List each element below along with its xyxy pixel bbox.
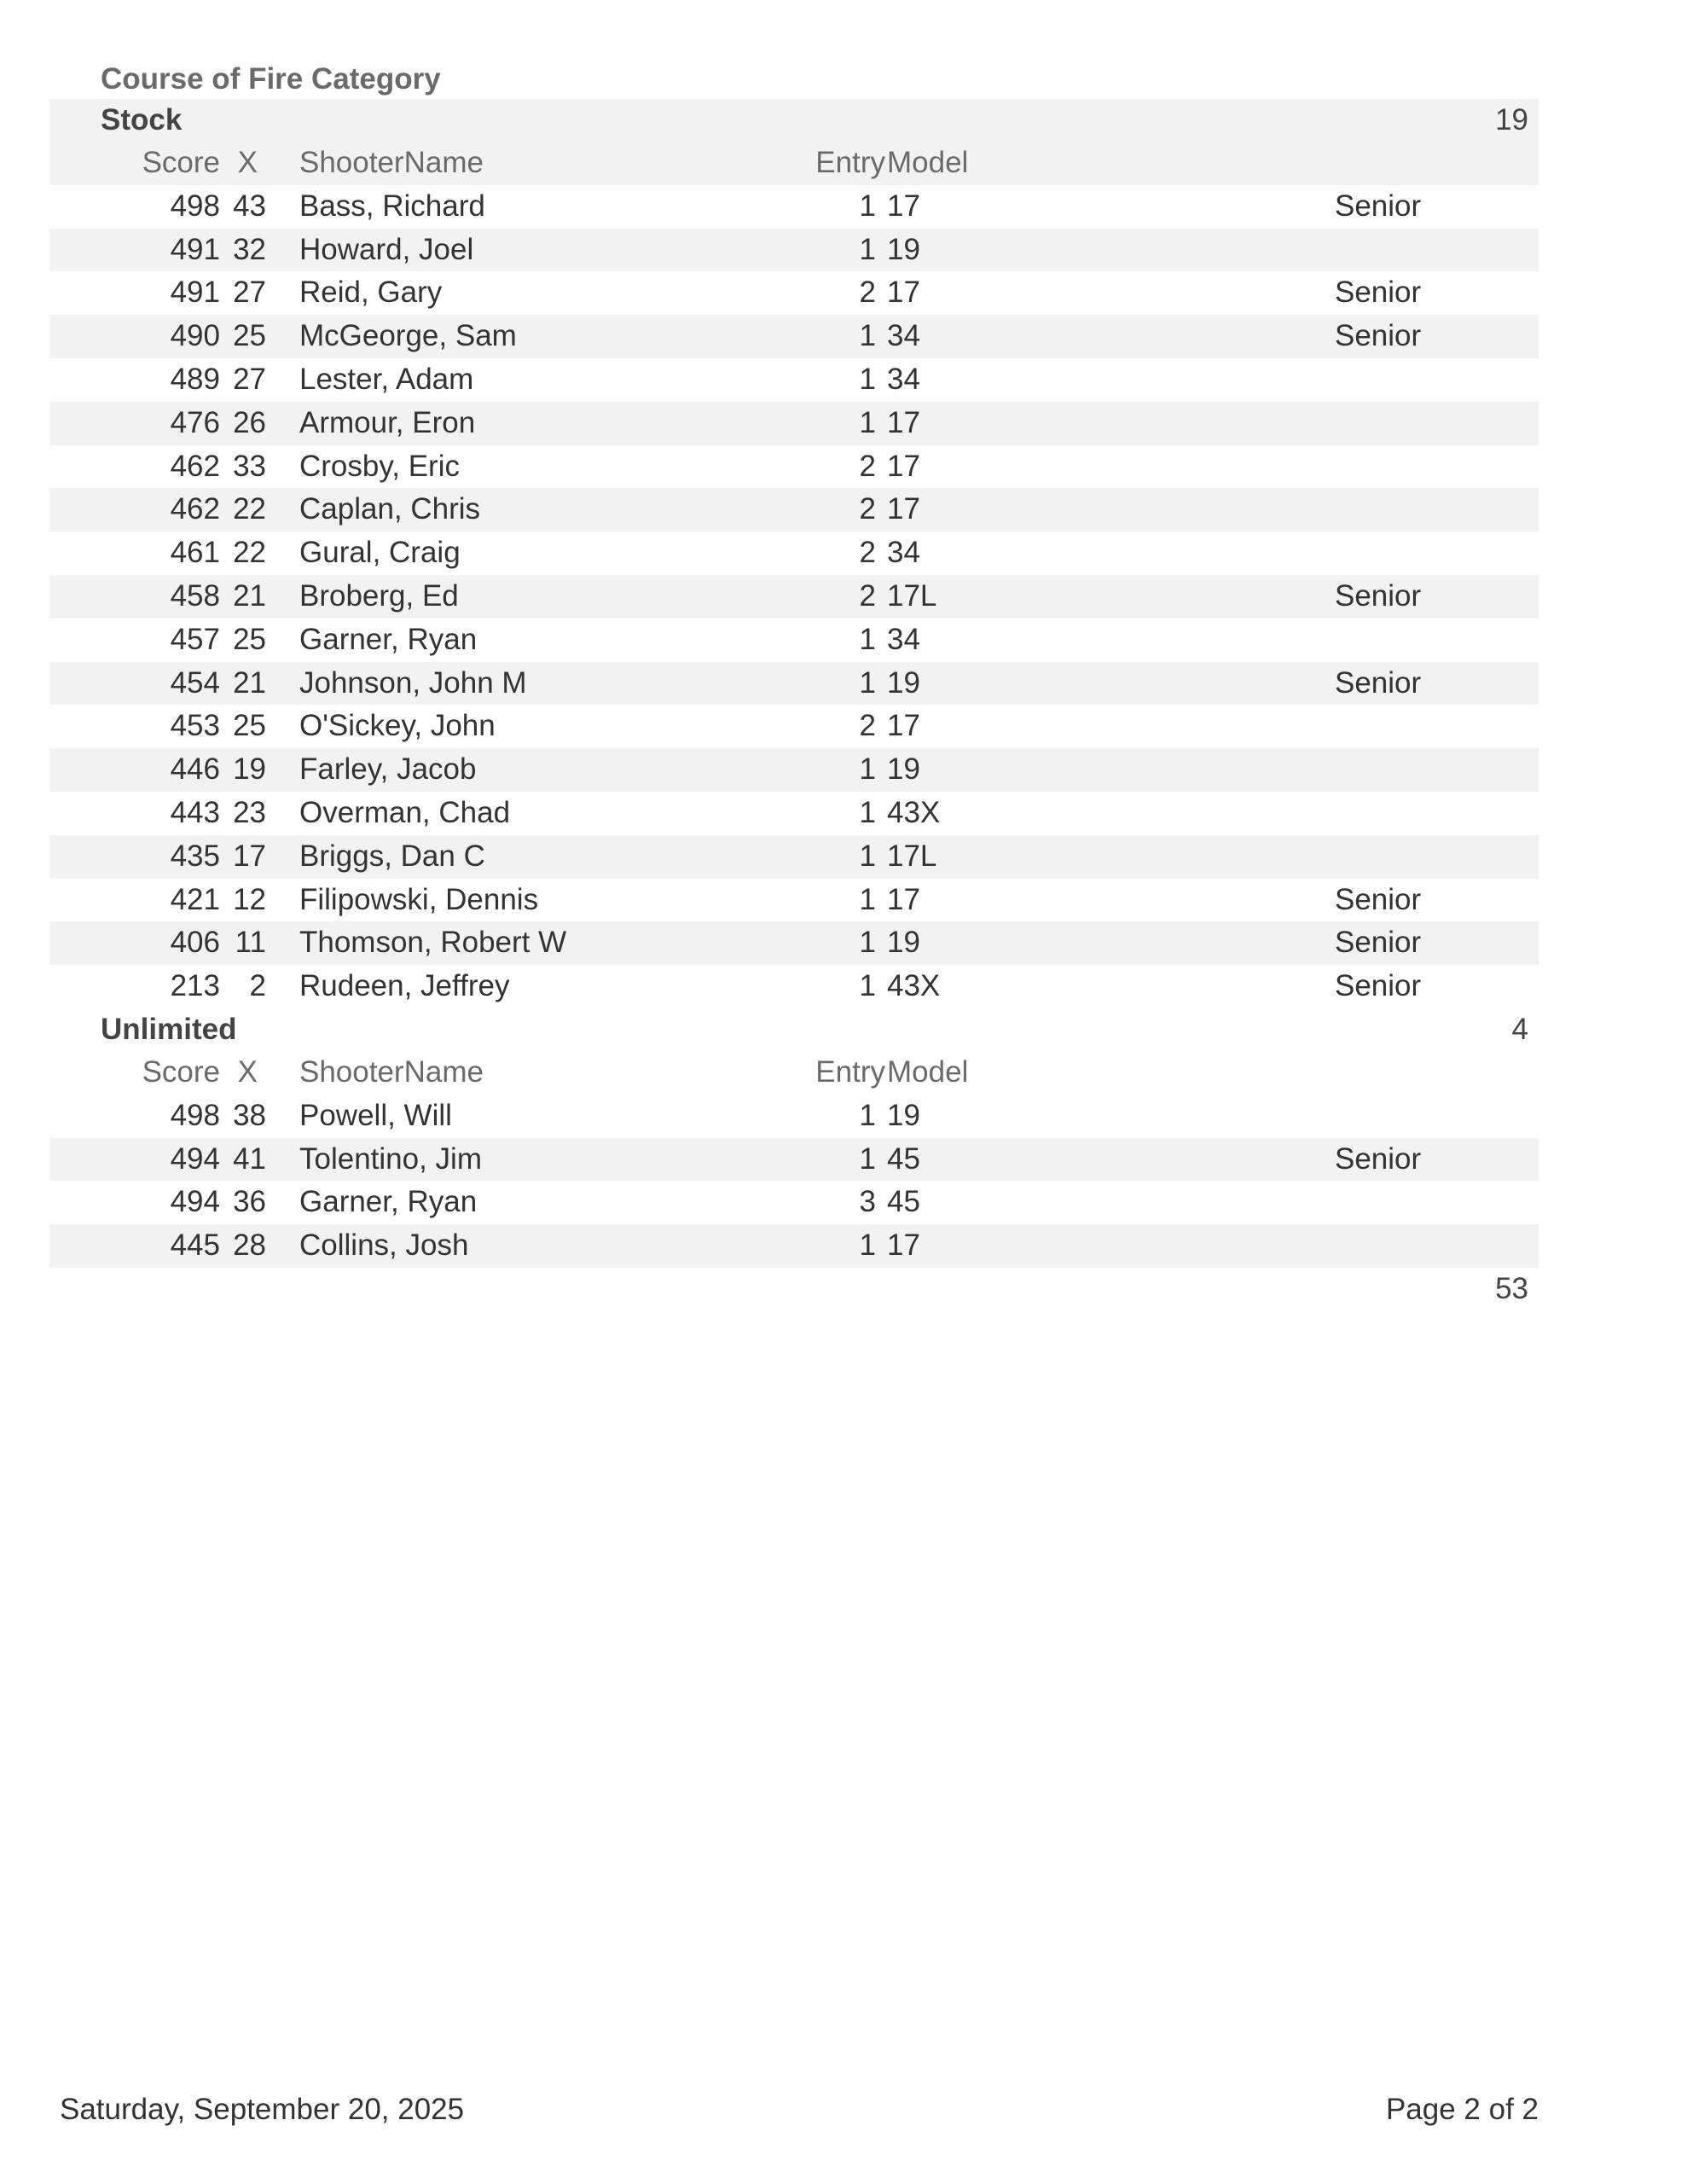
x-count-cell: 41 [233,1141,266,1176]
x-count-cell: 26 [233,405,266,439]
x-count-cell: 2 [249,969,266,1003]
table-row [49,662,1539,706]
shooter-name-cell: Briggs, Dan C [299,839,485,873]
class-cell: Senior [1335,189,1422,223]
category-name: Unlimited [101,1012,237,1046]
model-cell: 19 [887,752,920,787]
table-row [49,1138,1539,1182]
model-cell: 45 [887,1185,920,1219]
score-cell: 421 [170,882,220,916]
shooter-name-cell: Lester, Adam [299,362,474,396]
x-count-cell: 25 [233,622,266,656]
report-title: Course of Fire Category [101,62,441,96]
x-count-cell: 21 [233,578,266,613]
col-x: X [237,146,258,179]
model-cell: 17L [887,578,937,613]
table-row [49,792,1539,835]
model-cell: 19 [887,1098,920,1132]
class-cell: Senior [1335,319,1422,353]
model-cell: 17 [887,405,920,439]
grand-total-value: 53 [1495,1271,1528,1305]
category-header [49,1008,1539,1051]
col-model: Model [887,1054,969,1089]
footer-page-number: Page 2 of 2 [1385,2093,1539,2126]
shooter-name-cell: Caplan, Chris [299,492,481,526]
entry-cell: 1 [859,752,876,787]
table-row [49,271,1539,315]
shooter-name-cell: Broberg, Ed [299,578,459,613]
category-stock [49,99,1539,1008]
score-cell: 445 [170,1228,220,1263]
table-row [49,358,1539,402]
class-cell: Senior [1335,882,1422,916]
col-shooter-name: ShooterName [299,146,484,179]
model-cell: 34 [887,362,920,396]
model-cell: 17 [887,449,920,483]
col-x: X [237,1054,258,1089]
score-cell: 462 [170,492,220,526]
score-cell: 490 [170,319,220,353]
entry-cell: 1 [859,405,876,439]
score-cell: 462 [170,449,220,483]
x-count-cell: 32 [233,232,266,266]
score-cell: 443 [170,795,220,829]
x-count-cell: 25 [233,709,266,743]
x-count-cell: 11 [235,926,266,960]
shooter-name-cell: Gural, Craig [299,536,461,570]
entry-cell: 1 [859,622,876,656]
shooter-name-cell: Reid, Gary [299,276,443,310]
score-cell: 453 [170,709,220,743]
x-count-cell: 22 [233,536,266,570]
score-cell: 406 [170,926,220,960]
model-cell: 19 [887,232,920,266]
class-cell: Senior [1335,276,1422,310]
model-cell: 17 [887,492,920,526]
entry-cell: 1 [859,1141,876,1176]
x-count-cell: 25 [233,319,266,353]
column-headers [49,1051,1539,1095]
x-count-cell: 27 [233,276,266,310]
shooter-name-cell: McGeorge, Sam [299,319,517,353]
entry-cell: 2 [859,492,876,526]
score-cell: 491 [170,232,220,266]
entry-cell: 1 [859,232,876,266]
x-count-cell: 19 [233,752,266,787]
model-cell: 17 [887,709,920,743]
entry-cell: 1 [859,362,876,396]
col-shooter-name: ShooterName [299,1054,484,1089]
x-count-cell: 43 [233,189,266,223]
x-count-cell: 21 [233,665,266,700]
column-headers [49,142,1539,185]
entry-cell: 1 [859,189,876,223]
model-cell: 19 [887,665,920,700]
score-cell: 498 [170,189,220,223]
class-cell: Senior [1335,969,1422,1003]
score-cell: 213 [170,969,220,1003]
shooter-name-cell: Garner, Ryan [299,622,478,656]
model-cell: 19 [887,926,920,960]
score-cell: 494 [170,1185,220,1219]
col-model: Model [887,146,969,179]
x-count-cell: 27 [233,362,266,396]
table-row [49,748,1539,792]
shooter-name-cell: O'Sickey, John [299,709,496,743]
col-entry: Entry [815,146,885,179]
table-row [49,619,1539,662]
table-row [49,575,1539,619]
col-entry: Entry [815,1054,885,1089]
table-row [49,965,1539,1008]
category-count: 19 [1495,103,1528,136]
shooter-name-cell: Filipowski, Dennis [299,882,539,916]
class-cell: Senior [1335,926,1422,960]
table-row [49,879,1539,922]
entry-cell: 2 [859,578,876,613]
entry-cell: 2 [859,536,876,570]
class-cell: Senior [1335,665,1422,700]
shooter-name-cell: Armour, Eron [299,405,476,439]
table-row [49,835,1539,879]
x-count-cell: 23 [233,795,266,829]
model-cell: 17 [887,189,920,223]
footer-date: Saturday, September 20, 2025 [60,2093,465,2126]
model-cell: 45 [887,1141,920,1176]
model-cell: 17 [887,276,920,310]
category-name: Stock [101,103,183,136]
model-cell: 17 [887,882,920,916]
entry-cell: 1 [859,926,876,960]
model-cell: 17L [887,839,937,873]
class-cell: Senior [1335,1141,1422,1176]
table-row [49,705,1539,748]
shooter-name-cell: Johnson, John M [299,665,527,700]
rows [49,185,1539,1008]
grand-total [49,1268,1539,1310]
score-cell: 446 [170,752,220,787]
x-count-cell: 38 [233,1098,266,1132]
model-cell: 34 [887,536,920,570]
shooter-name-cell: Farley, Jacob [299,752,477,787]
model-cell: 34 [887,622,920,656]
table-row [49,488,1539,531]
x-count-cell: 12 [233,882,266,916]
table-row [49,185,1539,229]
table-row [49,921,1539,965]
entry-cell: 1 [859,1098,876,1132]
table-row [49,1095,1539,1138]
x-count-cell: 33 [233,449,266,483]
score-cell: 494 [170,1141,220,1176]
entry-cell: 1 [859,1228,876,1263]
shooter-name-cell: Overman, Chad [299,795,511,829]
shooter-name-cell: Bass, Richard [299,189,485,223]
report [49,60,1539,1310]
score-cell: 461 [170,536,220,570]
score-cell: 454 [170,665,220,700]
entry-cell: 1 [859,839,876,873]
table-row [49,531,1539,575]
score-cell: 435 [170,839,220,873]
entry-cell: 1 [859,665,876,700]
x-count-cell: 36 [233,1185,266,1219]
category-count: 4 [1511,1012,1528,1046]
entry-cell: 1 [859,882,876,916]
entry-cell: 2 [859,449,876,483]
x-count-cell: 22 [233,492,266,526]
shooter-name-cell: Collins, Josh [299,1228,469,1263]
score-cell: 498 [170,1098,220,1132]
entry-cell: 2 [859,709,876,743]
entry-cell: 1 [859,969,876,1003]
x-count-cell: 28 [233,1228,266,1263]
col-score: Score [142,1054,220,1089]
score-cell: 491 [170,276,220,310]
class-cell: Senior [1335,578,1422,613]
entry-cell: 2 [859,276,876,310]
model-cell: 43X [887,795,941,829]
model-cell: 43X [887,969,941,1003]
shooter-name-cell: Crosby, Eric [299,449,460,483]
table-row [49,1224,1539,1268]
score-cell: 457 [170,622,220,656]
score-cell: 489 [170,362,220,396]
table-row [49,445,1539,489]
model-cell: 34 [887,319,920,353]
shooter-name-cell: Howard, Joel [299,232,474,266]
col-score: Score [142,146,220,179]
shooter-name-cell: Tolentino, Jim [299,1141,482,1176]
x-count-cell: 17 [233,839,266,873]
table-row [49,1181,1539,1224]
entry-cell: 1 [859,319,876,353]
score-cell: 458 [170,578,220,613]
category-header [49,99,1539,142]
category-unlimited [49,1008,1539,1268]
model-cell: 17 [887,1228,920,1263]
table-row [49,229,1539,272]
score-cell: 476 [170,405,220,439]
shooter-name-cell: Garner, Ryan [299,1185,478,1219]
entry-cell: 1 [859,795,876,829]
entry-cell: 3 [859,1185,876,1219]
shooter-name-cell: Powell, Will [299,1098,452,1132]
shooter-name-cell: Thomson, Robert W [299,926,567,960]
rows [49,1095,1539,1268]
table-row [49,315,1539,358]
shooter-name-cell: Rudeen, Jeffrey [299,969,510,1003]
table-row [49,402,1539,445]
